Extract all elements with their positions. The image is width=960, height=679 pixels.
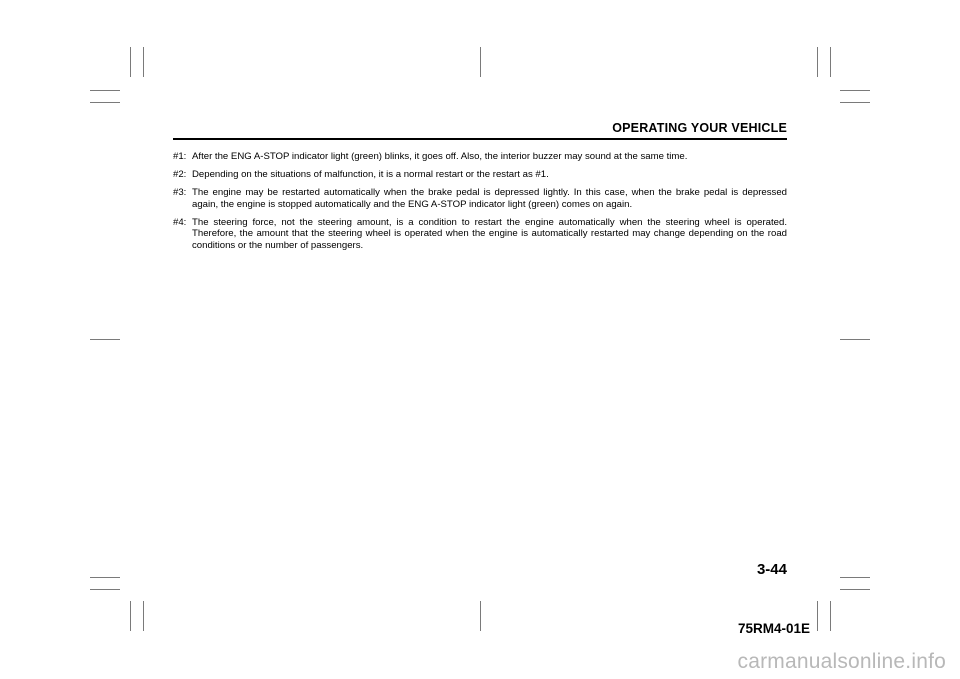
note-text: The steering force, not the steering amount, is a condition to restart the engine automatically when the steering wheel is operated. Therefore, the amount that the steering wheel is operated when the engine is automatically restarted may change depending on the road conditions or the number of passengers. bbox=[192, 216, 787, 251]
crop-mark bbox=[130, 601, 131, 631]
note-item bbox=[173, 151, 787, 163]
crop-mark bbox=[830, 47, 831, 77]
crop-mark bbox=[143, 601, 144, 631]
crop-mark bbox=[90, 102, 120, 103]
crop-mark bbox=[817, 601, 818, 631]
note-item bbox=[173, 187, 787, 210]
note-tag: #3: bbox=[173, 187, 187, 198]
crop-mark bbox=[130, 47, 131, 77]
section-title: OPERATING YOUR VEHICLE bbox=[612, 121, 787, 135]
header-rule bbox=[173, 138, 787, 140]
note-text: The engine may be restarted automatically when the brake pedal is depressed lightly. In this case, when the brake pedal is depressed again, the engine is stopped automatically and the ENG A-STOP indicator light (green) comes on again. bbox=[192, 187, 787, 210]
note-tag: #2: bbox=[173, 169, 187, 180]
crop-mark bbox=[90, 577, 120, 578]
crop-mark bbox=[840, 339, 870, 340]
crop-mark bbox=[480, 601, 481, 631]
page-number: 3-44 bbox=[756, 561, 787, 578]
crop-mark bbox=[480, 47, 481, 77]
watermark: carmanualsonline.info bbox=[737, 650, 946, 673]
crop-mark bbox=[817, 47, 818, 77]
crop-mark bbox=[90, 589, 120, 590]
crop-mark bbox=[143, 47, 144, 77]
crop-mark bbox=[830, 601, 831, 631]
note-tag: #4: bbox=[173, 216, 187, 228]
notes-list bbox=[173, 151, 787, 258]
crop-mark bbox=[90, 90, 120, 91]
crop-mark bbox=[840, 589, 870, 590]
note-text: Depending on the situations of malfunction, it is a normal restart or the restart as #1. bbox=[192, 169, 549, 180]
crop-mark bbox=[90, 339, 120, 340]
note-tag: #1: bbox=[173, 151, 187, 162]
note-item bbox=[173, 169, 787, 181]
crop-mark bbox=[840, 90, 870, 91]
note-item bbox=[173, 217, 787, 252]
document-code: 75RM4-01E bbox=[737, 621, 810, 636]
crop-mark bbox=[840, 577, 870, 578]
note-text: After the ENG A-STOP indicator light (green) blinks, it goes off. Also, the interior buzzer may sound at the same time. bbox=[192, 151, 688, 162]
crop-mark bbox=[840, 102, 870, 103]
